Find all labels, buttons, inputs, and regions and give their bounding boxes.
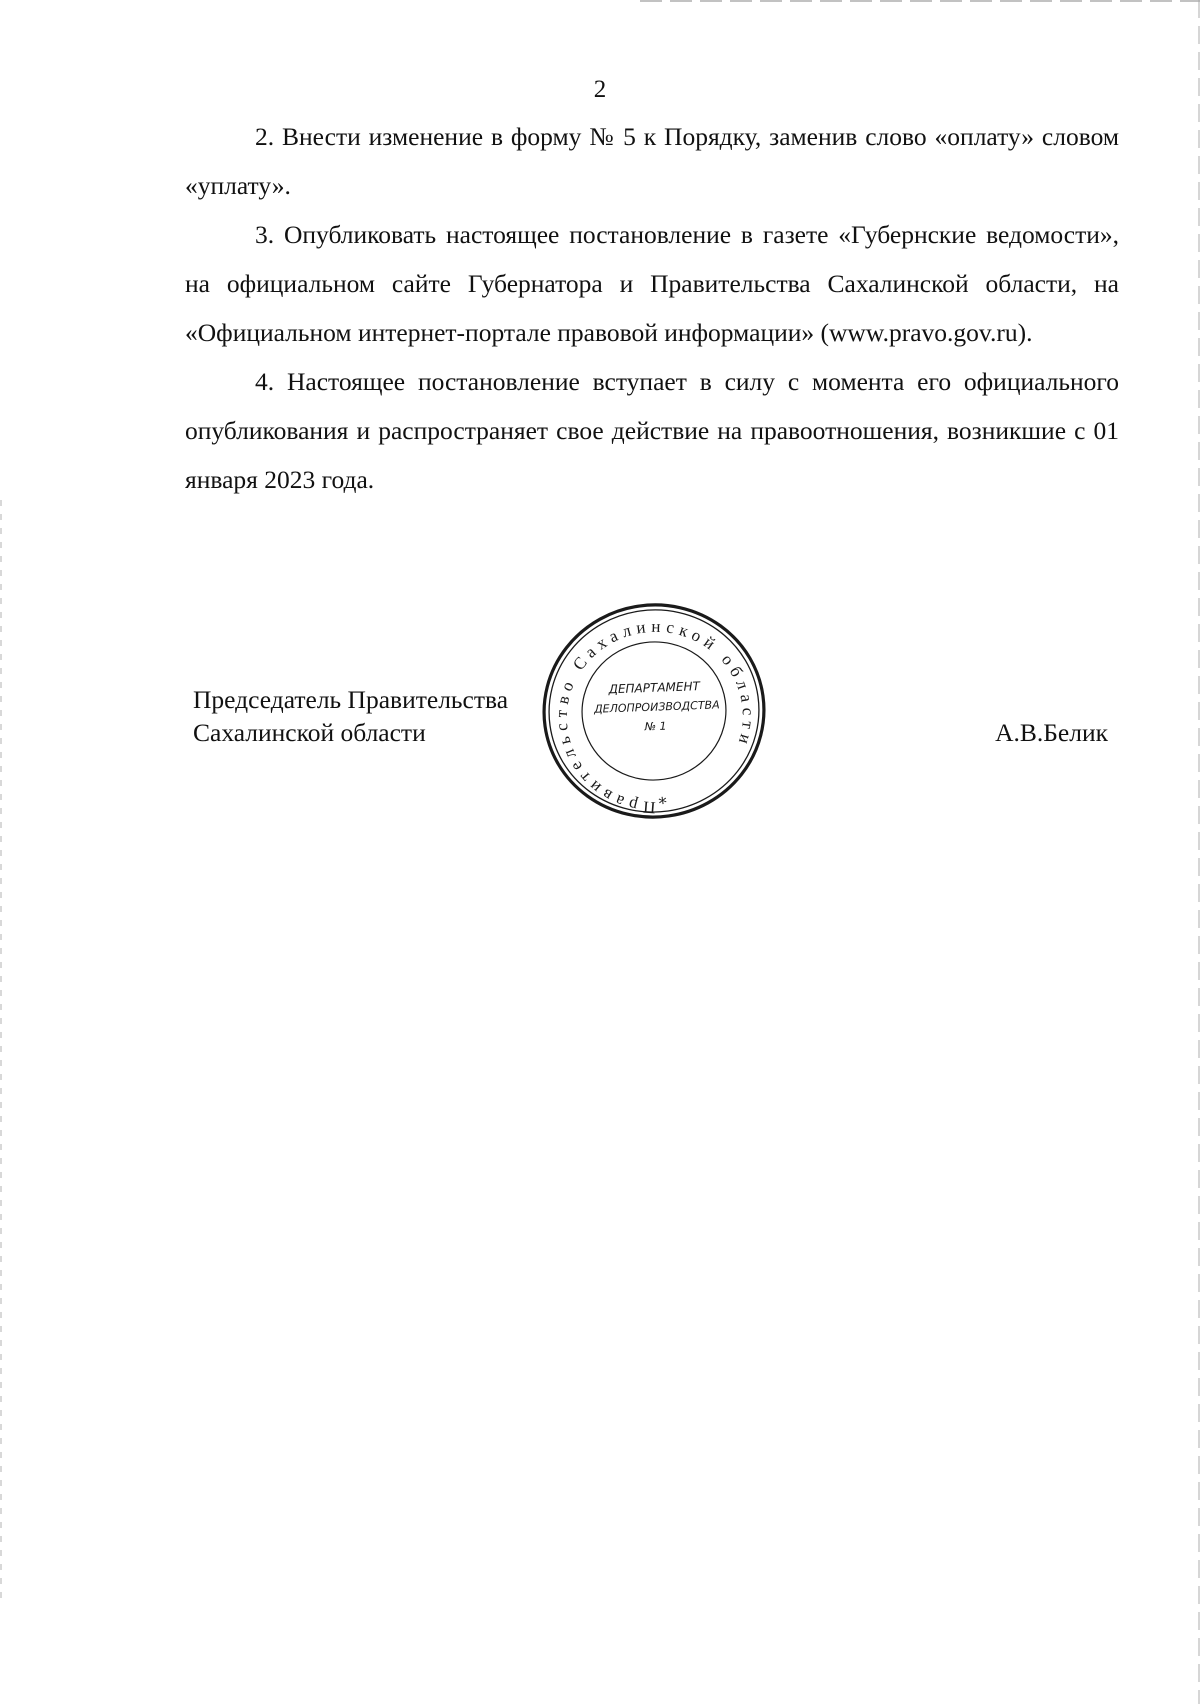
page-number: 2 xyxy=(593,76,607,103)
paragraph-3: 3. Опубликовать настоящее постановление в газете «Губернские ведомости», на официальном сайте Губернатора и Правительства Сахалинской области, на «Официальном интернет-портале правовой информации» (www.pravo.gov.ru). xyxy=(185,220,1119,347)
signatory-name: А.В.Белик xyxy=(995,718,1108,747)
paragraph-4: 4. Настоящее постановление вступает в силу с момента его официального опубликования и распространяет свое действие на правоотношения, возникшие с 01 января 2023 года. xyxy=(185,367,1119,494)
official-seal-stamp xyxy=(540,600,768,822)
paragraph-2: 2. Внести изменение в форму № 5 к Порядку, заменив слово «оплату» словом «уплату». xyxy=(185,122,1119,200)
seal-inner-line-2: ДЕЛОПРОИЗВОДСТВА xyxy=(593,698,720,716)
signatory-position-line-1: Председатель Правительства xyxy=(193,685,509,714)
seal-star: * xyxy=(657,793,669,814)
seal-outer-text: Правительство Сахалинской области xyxy=(551,616,758,818)
signatory-position-line-2: Сахалинской области xyxy=(193,718,426,747)
seal-inner-line-3: № 1 xyxy=(644,719,667,734)
seal-inner-line-1: ДЕПАРТАМЕНТ xyxy=(608,679,701,697)
scan-edge-top xyxy=(640,0,1200,2)
signatory-position xyxy=(193,683,508,749)
document-body xyxy=(185,112,1119,504)
scan-edge-left xyxy=(0,500,2,1600)
